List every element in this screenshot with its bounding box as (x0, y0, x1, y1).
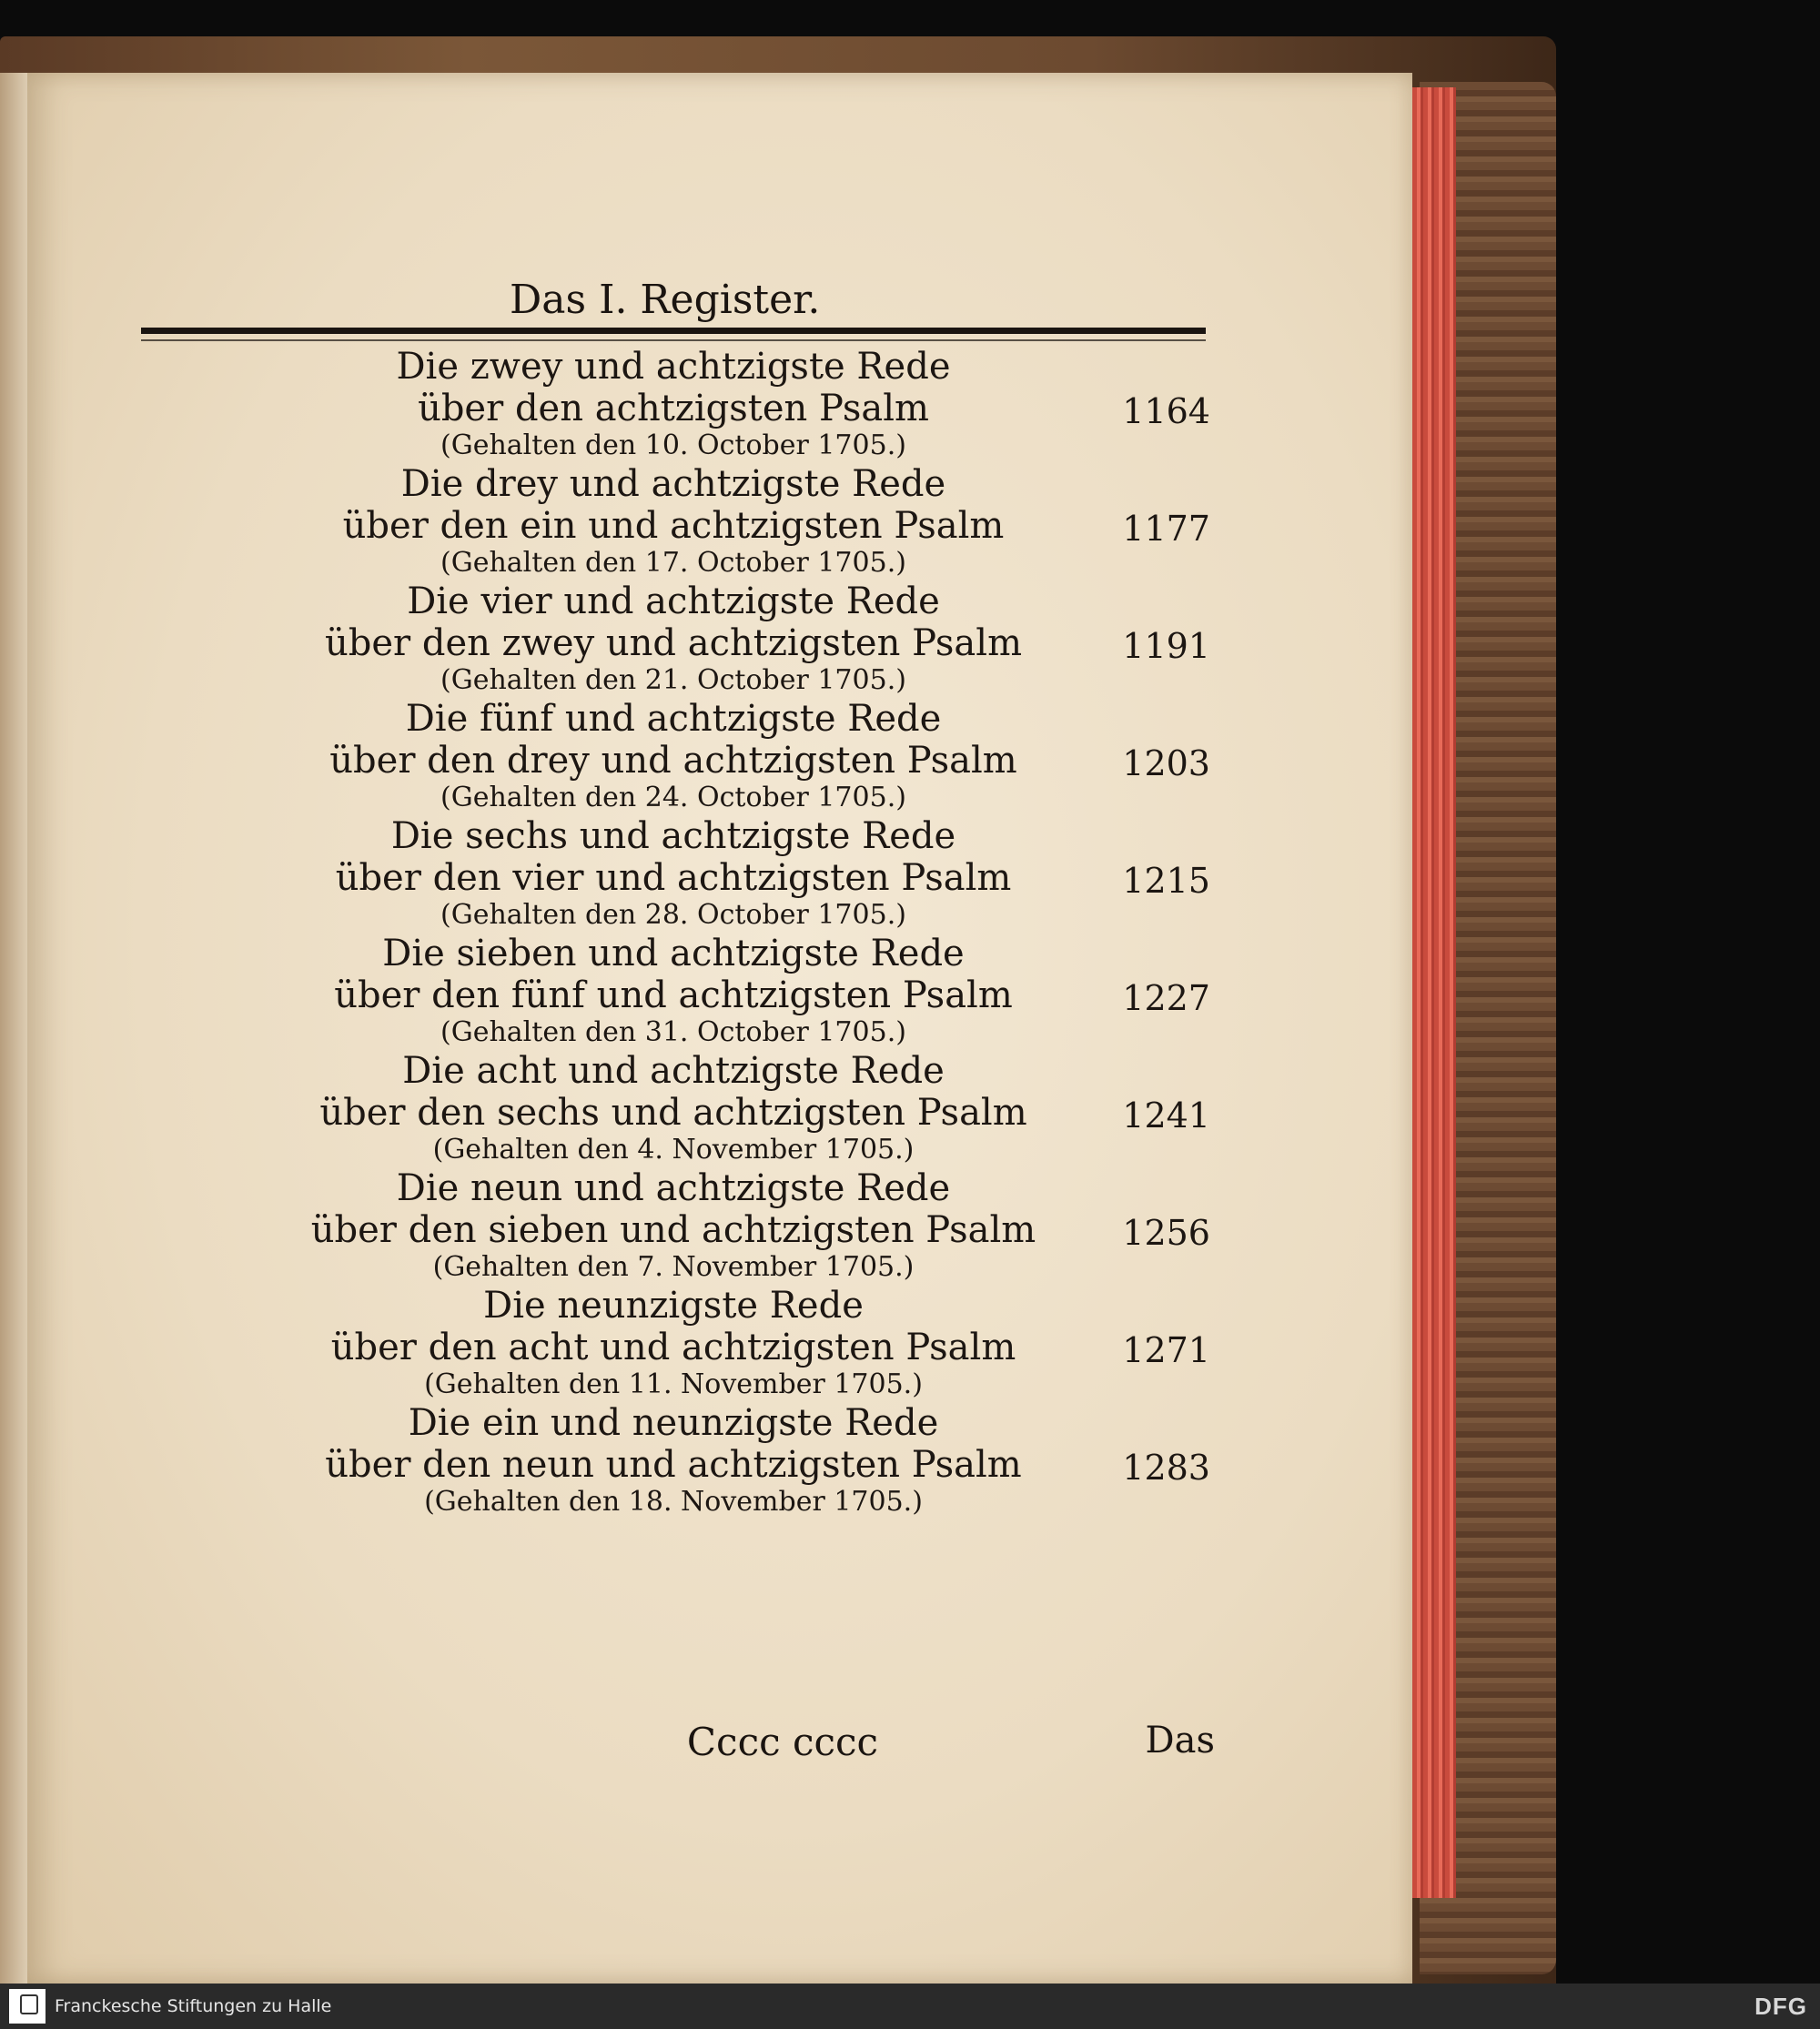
entry-title: Die drey und achtzigste Rede (400, 463, 946, 505)
entry-subtitle: über den ein und achtzigsten Psalm (342, 505, 1005, 547)
entry-date: (Gehalten den 11. November 1705.) (424, 1368, 923, 1400)
header-rule-thin (141, 339, 1206, 341)
register-entry (300, 1285, 1210, 1402)
book-page (27, 73, 1412, 1984)
entry-subtitle: über den fünf und achtzigsten Psalm (334, 974, 1013, 1016)
entry-date: (Gehalten den 7. November 1705.) (432, 1251, 915, 1283)
entry-subtitle: über den zwey und achtzigsten Psalm (324, 622, 1022, 664)
entry-date: (Gehalten den 17. October 1705.) (440, 547, 906, 579)
footer-bar (0, 1984, 1820, 2029)
entry-subtitle: über den drey und achtzigsten Psalm (329, 740, 1017, 782)
entry-page-number: 1227 (1122, 978, 1210, 1018)
entry-title: Die zwey und achtzigste Rede (396, 346, 951, 388)
register-entry (300, 463, 1210, 580)
entry-title: Die acht und achtzigste Rede (402, 1050, 945, 1092)
entry-page-number: 1283 (1122, 1448, 1210, 1488)
entry-date: (Gehalten den 4. November 1705.) (432, 1134, 915, 1166)
red-page-edges (1412, 87, 1456, 1898)
signature-mark: Cccc cccc (686, 1720, 879, 1764)
dfg-logo: DFG (1754, 1993, 1807, 2020)
register-entries (300, 346, 1210, 1519)
institution-logo-icon (9, 1989, 46, 2024)
page-header: Das I. Register. (510, 277, 821, 323)
entry-page-number: 1203 (1122, 743, 1210, 783)
entry-date: (Gehalten den 31. October 1705.) (440, 1016, 906, 1048)
entry-title: Die neun und achtzigste Rede (396, 1167, 951, 1209)
register-entry (300, 1167, 1210, 1285)
left-page-edge (0, 73, 31, 1984)
header-rule (141, 328, 1206, 334)
catchword: Das (1145, 1720, 1215, 1761)
entry-subtitle: über den sechs und achtzigsten Psalm (319, 1092, 1027, 1134)
entry-page-number: 1241 (1122, 1095, 1210, 1136)
entry-subtitle: über den neun und achtzigsten Psalm (325, 1444, 1022, 1486)
entry-page-number: 1191 (1122, 626, 1210, 666)
entry-date: (Gehalten den 18. November 1705.) (424, 1486, 923, 1518)
entry-date: (Gehalten den 24. October 1705.) (440, 782, 906, 813)
register-entry (300, 815, 1210, 933)
register-entry (300, 1050, 1210, 1167)
entry-page-number: 1164 (1122, 391, 1210, 431)
entry-subtitle: über den vier und achtzigsten Psalm (335, 857, 1012, 899)
entry-page-number: 1256 (1122, 1213, 1210, 1253)
entry-date: (Gehalten den 21. October 1705.) (440, 664, 906, 696)
institution-name: Franckesche Stiftungen zu Halle (55, 1996, 332, 2016)
register-entry (300, 346, 1210, 463)
entry-date: (Gehalten den 10. October 1705.) (440, 429, 906, 461)
entry-subtitle: über den achtzigsten Psalm (418, 388, 929, 429)
register-entry (300, 698, 1210, 815)
entry-date: (Gehalten den 28. October 1705.) (440, 899, 906, 931)
entry-title: Die sechs und achtzigste Rede (390, 815, 956, 857)
entry-subtitle: über den acht und achtzigsten Psalm (330, 1327, 1016, 1368)
register-entry (300, 933, 1210, 1050)
entry-title: Die ein und neunzigste Rede (408, 1402, 939, 1444)
entry-subtitle: über den sieben und achtzigsten Psalm (310, 1209, 1036, 1251)
entry-page-number: 1215 (1122, 861, 1210, 901)
entry-page-number: 1177 (1122, 509, 1210, 549)
register-entry (300, 1402, 1210, 1519)
entry-page-number: 1271 (1122, 1330, 1210, 1370)
entry-title: Die fünf und achtzigste Rede (405, 698, 942, 740)
entry-title: Die vier und achtzigste Rede (407, 580, 940, 622)
register-entry (300, 580, 1210, 698)
entry-title: Die sieben und achtzigste Rede (382, 933, 965, 974)
entry-title: Die neunzigste Rede (483, 1285, 864, 1327)
